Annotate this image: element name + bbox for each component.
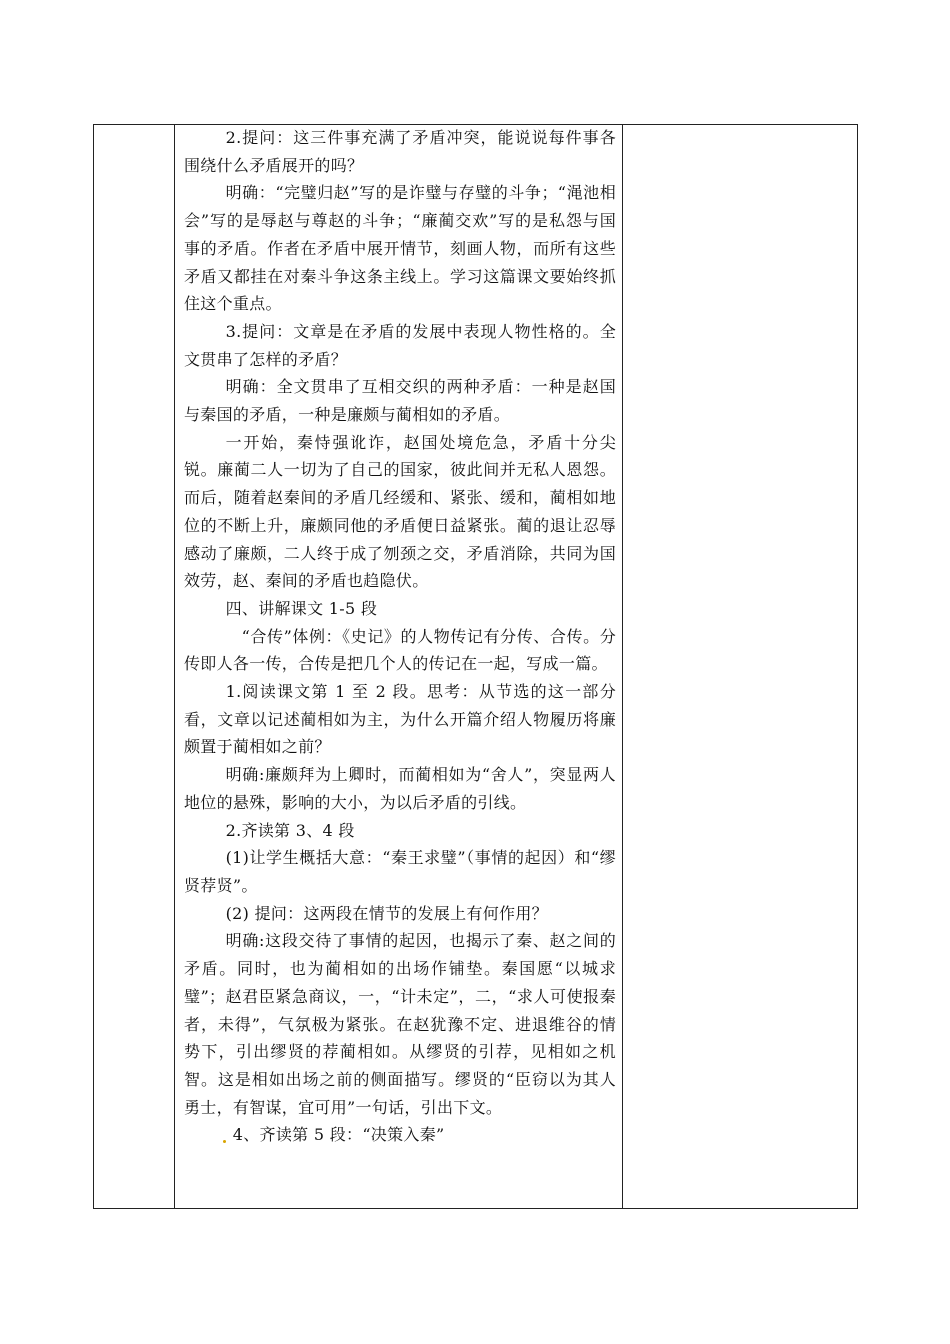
section-heading: 四、讲解课文 1-5 段: [225, 598, 378, 618]
reading-task-1: 1.阅读课文第 1 至 2 段。思考：从节选的这一部分看，文章以记述蔺相如为主，为什么开篇介绍人物履历将廉颇置于蔺相如之前？: [184, 682, 616, 757]
analysis-paragraph: 一开始，秦恃强讹诈，赵国处境危急，矛盾十分尖锐。廉蔺二人一切为了自己的国家，彼此间并无私人恩怨。而后，随着赵秦间的矛盾几经缓和、紧张、缓和，蔺相如地位的不断上升，廉颇同他的矛盾便日益紧张。蔺的退让忍辱感动了廉颇，二人终于成了刎颈之交，矛盾消除，共同为国效劳，赵、秦间的矛盾也趋隐伏。: [184, 432, 616, 591]
answer-function: 明确:这段交待了事情的起因，也揭示了秦、赵之间的矛盾。同时，也为蔺相如的出场作铺垫。秦国愿“以城求璧”；赵君臣紧急商议，一，“计未定”，二，“求人可使报秦者，未得”，气氛极为紧张。在赵犹豫不定、进退维谷的情势下，引出缪贤的荐蔺相如。从缪贤的引荐，见相如之机智。这是相如出场之前的侧面描写。缪贤的“臣窃以为其人勇士，有智谋，宜可用”一句话，引出下文。: [184, 931, 616, 1117]
question-3: 3.提问：文章是在矛盾的发展中表现人物性格的。全文贯串了怎样的矛盾？: [184, 321, 616, 369]
question-function: (2) 提问：这两段在情节的发展上有何作用？: [225, 903, 548, 923]
reading-task-2: 2.齐读第 3、4 段: [225, 820, 355, 840]
question-2: 2.提问：这三件事充满了矛盾冲突，能说说每件事各围绕什么矛盾展开的吗？: [184, 128, 616, 175]
answer-2: 明确：“完璧归赵”写的是诈璧与存璧的斗争；“渑池相会”写的是辱赵与尊赵的斗争；“廉蔺交欢”写的是私怨与国事的矛盾。作者在矛盾中展开情节，刻画人物，而所有这些矛盾又都挂在对秦斗争这条主线上。学习这篇课文要始终抓住这个重点。: [184, 183, 616, 314]
reading-task-4-text: 4、齐读第 5 段：“决策入秦”: [232, 1125, 445, 1145]
answer-reading-1: 明确:廉颇拜为上卿时，而蔺相如为“舍人”，突显两人地位的悬殊，影响的大小，为以后矛盾的引线。: [184, 765, 616, 812]
summary-task: (1)让学生概括大意：“秦王求璧”（事情的起因）和“缪贤荐贤”。: [184, 848, 616, 895]
answer-3: 明确：全文贯串了互相交织的两种矛盾：一种是赵国与秦国的矛盾，一种是廉颇与蔺相如的矛盾。: [184, 377, 616, 425]
reading-task-4: [184, 1121, 616, 1149]
lesson-content-cell: [184, 124, 616, 1149]
table-column-divider: [622, 125, 623, 1208]
hezhuan-note: “合传”体例：《史记》的人物传记有分传、合传。分传即人各一传，合传是把几个人的传记在一起，写成一篇。: [184, 626, 616, 674]
mark-dot: [223, 1140, 226, 1143]
table-column-divider: [174, 125, 175, 1208]
